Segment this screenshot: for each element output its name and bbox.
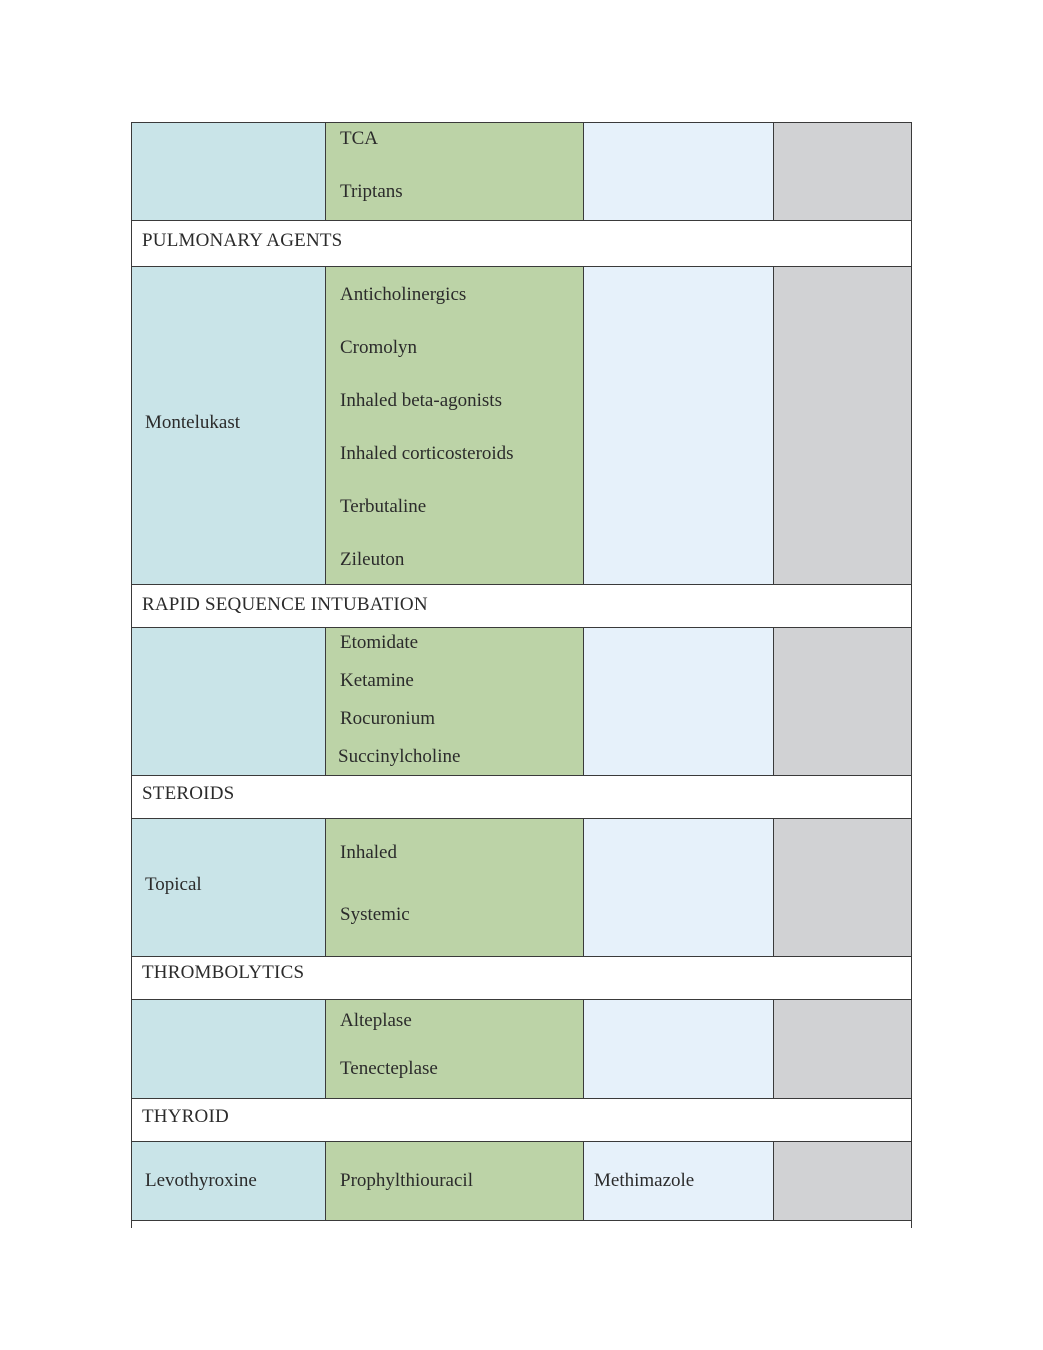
col3-cell: [583, 818, 773, 956]
col4-cell: [773, 999, 912, 1098]
drug-item: Ketamine: [340, 670, 414, 691]
col4-cell: [773, 266, 912, 584]
drug-item: Inhaled corticosteroids: [340, 443, 514, 464]
table-row: [131, 122, 912, 220]
col2-cell: [325, 999, 583, 1098]
section-header: [131, 584, 912, 627]
drug-item: Levothyroxine: [145, 1170, 257, 1191]
drug-item: Zileuton: [340, 549, 405, 570]
drug-item: Topical: [145, 874, 202, 895]
table-row: [131, 627, 912, 775]
drug-item: Prophylthiouracil: [340, 1170, 473, 1191]
drug-item: Inhaled beta-agonists: [340, 390, 502, 411]
section-header: [131, 956, 912, 999]
drug-item: Inhaled: [340, 842, 397, 863]
drug-item: Systemic: [340, 904, 410, 925]
col2-cell: [325, 818, 583, 956]
drug-item: TCA: [340, 128, 378, 149]
col4-cell: [773, 122, 912, 220]
drug-item: Methimazole: [594, 1170, 695, 1191]
col2-cell: [325, 122, 583, 220]
drug-item: Montelukast: [145, 412, 240, 433]
table-row: [131, 266, 912, 584]
col2-cell: [325, 266, 583, 584]
col3-cell: [583, 999, 773, 1098]
drug-item: Cromolyn: [340, 337, 418, 358]
col1-cell: [131, 627, 325, 775]
col1-cell: [131, 818, 325, 956]
drug-category-table: [131, 122, 912, 1228]
drug-item: Anticholinergics: [340, 284, 467, 305]
section-title: PULMONARY AGENTS: [142, 230, 343, 251]
col1-cell: [131, 999, 325, 1098]
col4-cell: [773, 627, 912, 775]
section-title: THYROID: [142, 1106, 229, 1127]
section-header: [131, 220, 912, 266]
section-header: [131, 775, 912, 818]
table-row: [131, 818, 912, 956]
drug-item: Triptans: [340, 181, 403, 202]
col3-cell: [583, 627, 773, 775]
table-row: [131, 1141, 912, 1220]
col3-cell: [583, 1141, 773, 1220]
drug-item: Etomidate: [340, 632, 419, 653]
drug-item: Tenecteplase: [340, 1058, 438, 1079]
section-title: STEROIDS: [142, 783, 235, 804]
col4-cell: [773, 818, 912, 956]
col3-cell: [583, 266, 773, 584]
col4-cell: [773, 1141, 912, 1220]
table-continuation: [131, 1220, 912, 1228]
drug-item: Alteplase: [340, 1010, 412, 1031]
col1-cell: [131, 266, 325, 584]
section-header: [131, 1098, 912, 1141]
col1-cell: [131, 122, 325, 220]
section-title: THROMBOLYTICS: [142, 962, 305, 983]
drug-item: Succinylcholine: [338, 746, 461, 767]
table-row: [131, 999, 912, 1098]
col1-cell: [131, 1141, 325, 1220]
col2-cell: [325, 627, 583, 775]
drug-item: Rocuronium: [340, 708, 435, 729]
section-title: RAPID SEQUENCE INTUBATION: [142, 594, 428, 615]
col2-cell: [325, 1141, 583, 1220]
drug-item: Terbutaline: [340, 496, 427, 517]
col3-cell: [583, 122, 773, 220]
